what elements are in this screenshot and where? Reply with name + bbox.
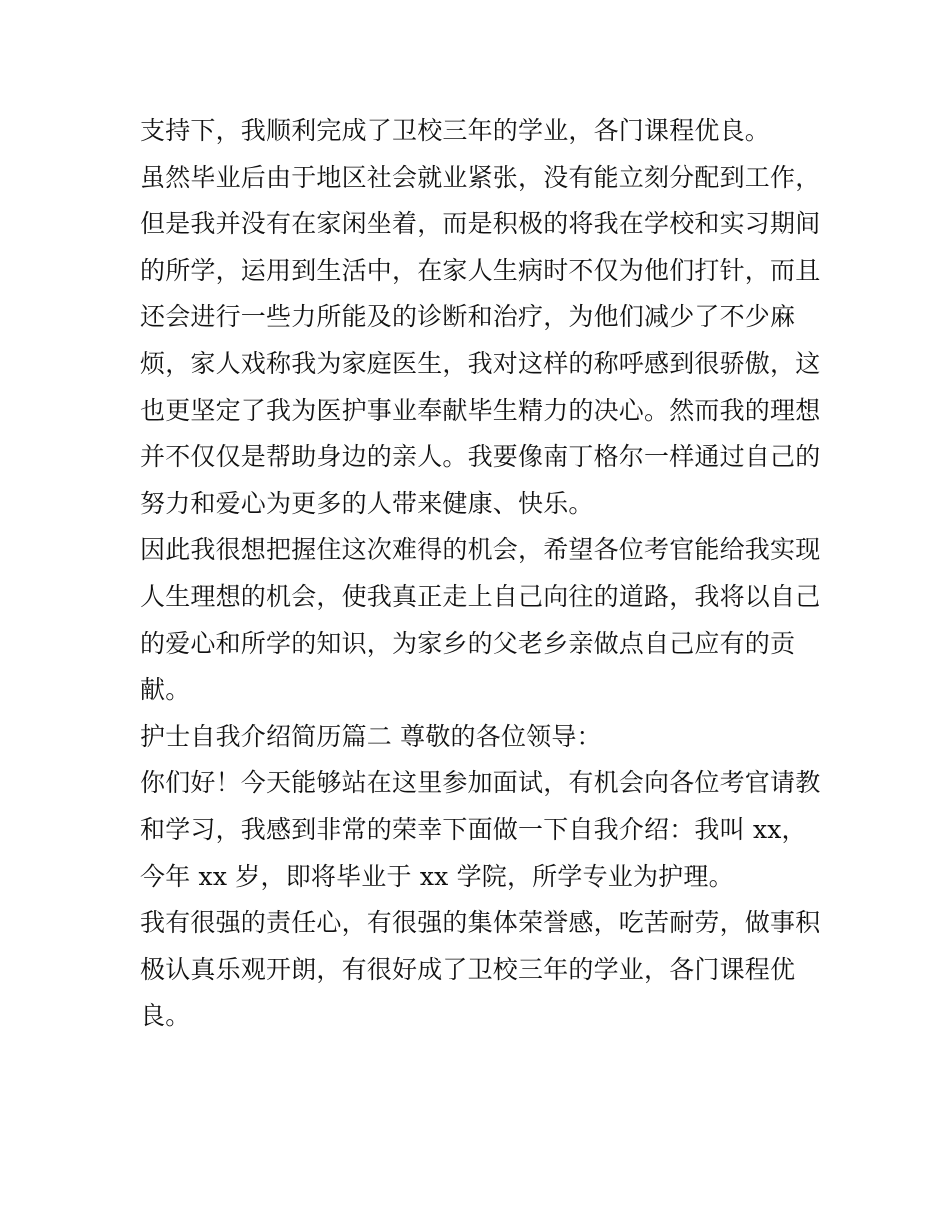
text-line: 但是我并没有在家闲坐着，而是积极的将我在学校和实习期间 — [140, 209, 821, 239]
section-heading: 护士自我介绍简历篇二 尊敬的各位领导： — [140, 721, 602, 751]
text-line: 献。 — [140, 675, 191, 705]
text-line: 我有很强的责任心，有很强的集体荣誉感，吃苦耐劳，做事积 — [140, 908, 821, 938]
text-line: 还会进行一些力所能及的诊断和治疗，为他们减少了不少麻 — [140, 302, 796, 332]
text-line: 并不仅仅是帮助身边的亲人。我要像南丁格尔一样通过自己的 — [140, 442, 821, 472]
text-line: 人生理想的机会，使我真正走上自己向往的道路，我将以自己 — [140, 581, 821, 611]
text-line: 今年 xx 岁，即将毕业于 xx 学院，所学专业为护理。 — [140, 861, 734, 891]
text-line: 你们好！今天能够站在这里参加面试，有机会向各位考官请教 — [140, 768, 821, 798]
text-line: 也更坚定了我为医护事业奉献毕生精力的决心。然而我的理想 — [140, 395, 821, 425]
text-line: 虽然毕业后由于地区社会就业紧张，没有能立刻分配到工作， — [140, 162, 821, 192]
text-line: 因此我很想把握住这次难得的机会，希望各位考官能给我实现 — [140, 535, 821, 565]
document-body — [140, 108, 820, 1040]
text-line: 努力和爱心为更多的人带来健康、快乐。 — [140, 488, 594, 518]
text-line: 支持下，我顺利完成了卫校三年的学业，各门课程优良。 — [140, 116, 771, 145]
text-line: 良。 — [140, 1001, 191, 1031]
text-line: 的所学，运用到生活中，在家人生病时不仅为他们打针，而且 — [140, 255, 821, 285]
text-line: 和学习，我感到非常的荣幸下面做一下自我介绍：我叫 xx， — [140, 814, 807, 844]
text-line: 极认真乐观开朗，有很好成了卫校三年的学业，各门课程优 — [140, 954, 796, 984]
text-line: 的爱心和所学的知识，为家乡的父老乡亲做点自己应有的贡 — [140, 628, 796, 658]
text-line: 烦，家人戏称我为家庭医生，我对这样的称呼感到很骄傲，这 — [140, 348, 821, 378]
